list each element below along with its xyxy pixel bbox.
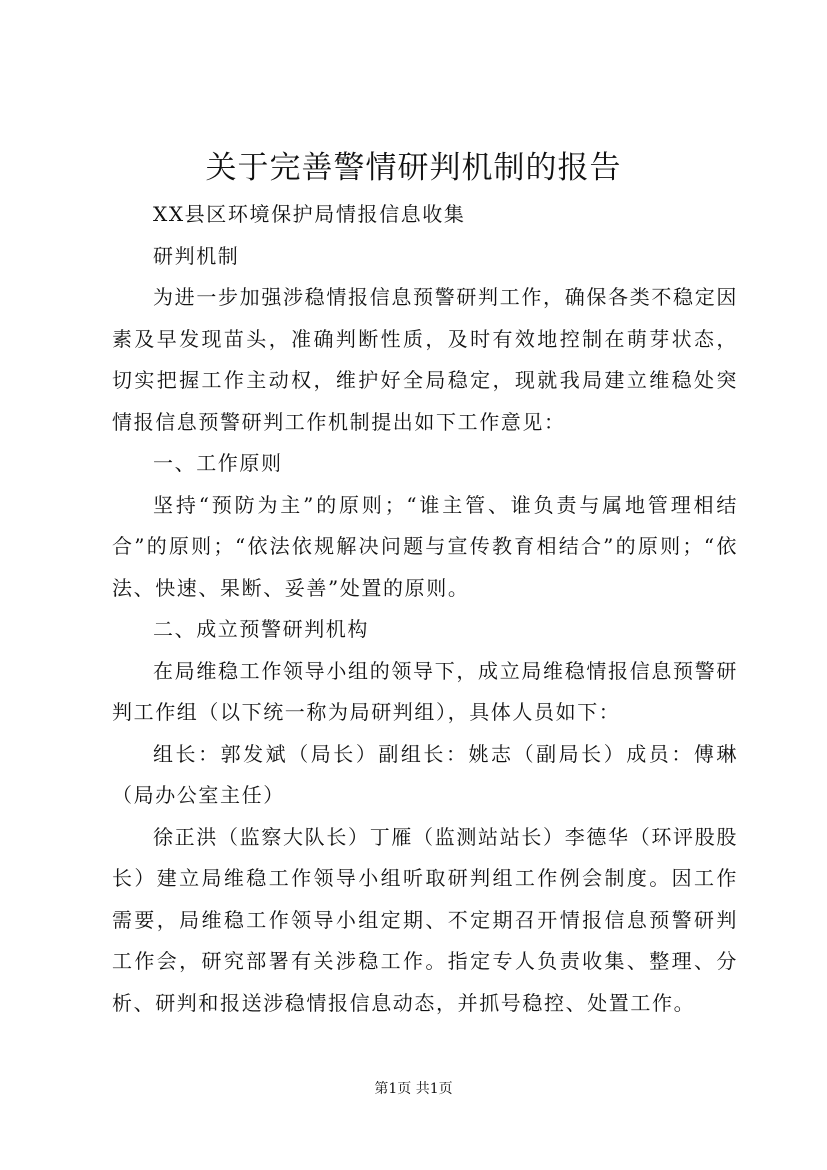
paragraph-7: 徐正洪（监察大队长）丁雁（监测站站长）李德华（环评股股长）建立局维稳工作领导小组听取研判组工作例会制度。因工作需要，局维稳工作领导小组定期、不定期召开情报信息预警研判工作会，研究部署有关涉稳工作。指定专人负责收集、整理、分析、研判和报送涉稳情报信息动态，并抓号稳控、处置工作。 (112, 824, 738, 1015)
paragraph-1: XX县区环境保护局情报信息收集 (153, 202, 466, 226)
section-heading-2: 二、成立预警研判机构 (153, 617, 369, 641)
paragraph-2: 研判机制 (153, 243, 240, 268)
document-title: 关于完善警情研判机制的报告 (205, 150, 622, 186)
page-number-footer: 第1页 共1页 (374, 1081, 453, 1097)
paragraph-4: 坚持“预防为主”的原则；“谁主管、谁负责与属地管理相结合”的原则；“依法依规解决问题与宣传教育相结合”的原则；“依法、快速、果断、妥善”处置的原则。 (112, 492, 738, 600)
document-body (112, 194, 738, 1024)
paragraph-3: 为进一步加强涉稳情报信息预警研判工作，确保各类不稳定因素及早发现苗头，准确判断性质，及时有效地控制在萌芽状态，切实把握工作主动权，维护好全局稳定，现就我局建立维稳处突情报信息预警研判工作机制提出如下工作意见： (112, 285, 738, 434)
section-heading-1: 一、工作原则 (153, 451, 283, 475)
paragraph-6: 组长：郭发斌（局长）副组长：姚志（副局长）成员：傅琳（局办公室主任） (112, 741, 738, 807)
paragraph-5: 在局维稳工作领导小组的领导下，成立局维稳情报信息预警研判工作组（以下统一称为局研判组），具体人员如下： (112, 658, 738, 724)
